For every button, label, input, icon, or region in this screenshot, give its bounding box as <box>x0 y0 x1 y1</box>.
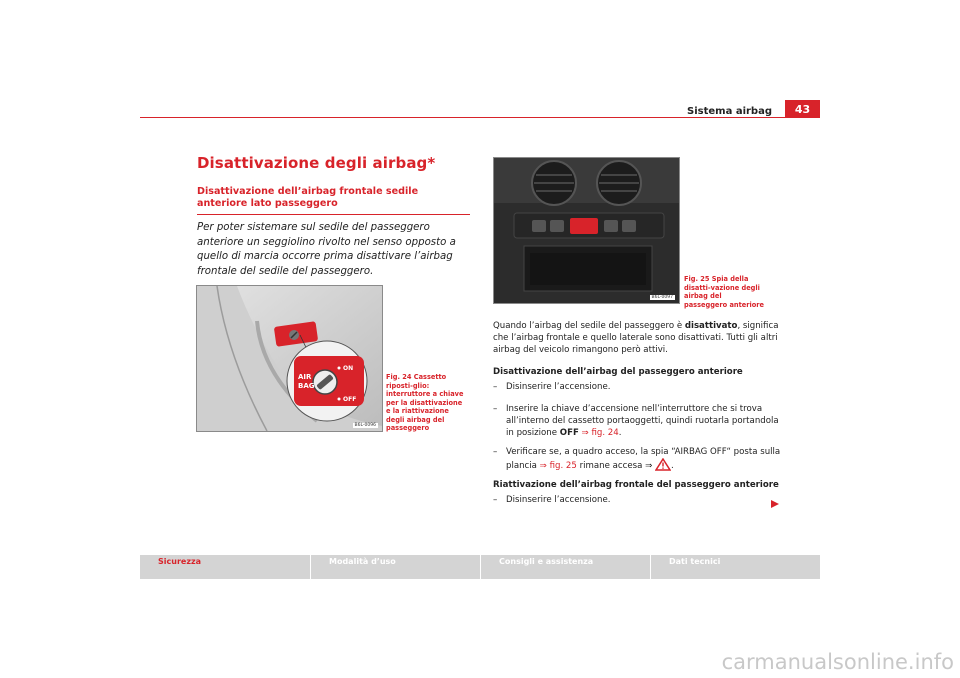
warning-triangle-icon[interactable] <box>655 458 671 475</box>
tab-consigli-assistenza[interactable]: Consigli e assistenza <box>480 555 650 579</box>
switch-off-label: OFF <box>343 396 357 403</box>
list-dash: – <box>493 495 498 505</box>
tab-dati-tecnici[interactable]: Dati tecnici <box>650 555 820 579</box>
step-text-end: . <box>671 461 674 472</box>
paragraph-text: Quando l’airbag del sedile del passeggero è <box>493 321 685 331</box>
figure-25-caption: Fig. 25 Spia della disatti-vazione degli airbag del passeggero anteriore <box>684 275 765 309</box>
step-text-part: Inserire la chiave d’accensione nell’interruttore che si trova all’interno del cassetto portaoggetti, quindi ruotarla portandola in posizione <box>506 404 779 439</box>
bold-disattivato: disattivato <box>684 321 738 331</box>
step-text <box>493 446 783 475</box>
bold-off: OFF <box>559 428 579 439</box>
list-dash: – <box>493 382 498 392</box>
heading-disattivazione: Disattivazione dell’airbag del passeggero anteriore <box>493 367 743 377</box>
watermark: carmanualsonline.info <box>721 650 954 674</box>
dashboard-illustration <box>494 158 679 303</box>
header-rule <box>140 117 820 118</box>
subsection-title: Disattivazione dell’airbag frontale sedile anteriore lato passeggero <box>197 186 419 209</box>
list-item <box>493 446 783 475</box>
footer-nav <box>140 555 820 579</box>
section-title: Disattivazione degli airbag* <box>197 154 436 172</box>
step-text-part: Verificare se, a quadro acceso, la spia “AIRBAG OFF“ posta sulla plancia <box>506 447 781 472</box>
glovebox-illustration <box>197 286 382 431</box>
tab-modalita-duso[interactable]: Modalità d’uso <box>310 555 480 579</box>
figure-24-code: B6L-0096 <box>354 423 376 428</box>
switch-on-label: ON <box>343 365 354 372</box>
list-item <box>493 494 783 506</box>
paragraph-airbag-disabled <box>493 320 783 357</box>
step-text-end: . <box>618 428 622 439</box>
heading-riattivazione: Riattivazione dell’airbag frontale del passeggero anteriore <box>493 480 779 490</box>
figure-25-code: B6L-0097 <box>651 295 673 300</box>
intro-paragraph: Per poter sistemare sul sedile del passeggero anteriore un seggiolino rivolto nel senso opposto a quello di marcia occorre prima disattivare l’airbag frontale del sedile del passeggero. <box>197 222 456 277</box>
step-text-part: rimane accesa ⇒ <box>576 461 656 472</box>
switch-label-air: AIR <box>298 373 312 381</box>
list-dash: – <box>493 447 498 457</box>
step-text <box>493 403 783 440</box>
page-number: 43 <box>785 100 820 118</box>
list-item <box>493 381 783 393</box>
figure-24-caption: Fig. 24 Cassetto riposti-glio: interruttore a chiave per la disattivazione e la riattivazione degli airbag del passeggero <box>386 373 464 432</box>
list-dash: – <box>493 404 498 414</box>
fig-24-link[interactable]: ⇒ fig. 24 <box>581 428 619 439</box>
fig-25-link[interactable]: ⇒ fig. 25 <box>539 461 577 472</box>
list-item <box>493 403 783 440</box>
subsection-rule <box>197 214 470 215</box>
header-title: Sistema airbag <box>687 106 772 117</box>
paragraph-text: , significa che l’airbag frontale e quello laterale sono disattivati. Tutti gli altri airbag del veicolo rimangono però attivi. <box>493 321 779 356</box>
tab-sicurezza[interactable]: Sicurezza <box>158 557 202 566</box>
figure-24-image <box>196 285 383 432</box>
step-text: Disinserire l’accensione. <box>506 495 611 505</box>
switch-label-bag: BAG <box>298 382 315 390</box>
continue-arrow-icon[interactable] <box>770 494 780 513</box>
step-text: Disinserire l’accensione. <box>506 382 611 392</box>
figure-25-image <box>493 157 680 304</box>
